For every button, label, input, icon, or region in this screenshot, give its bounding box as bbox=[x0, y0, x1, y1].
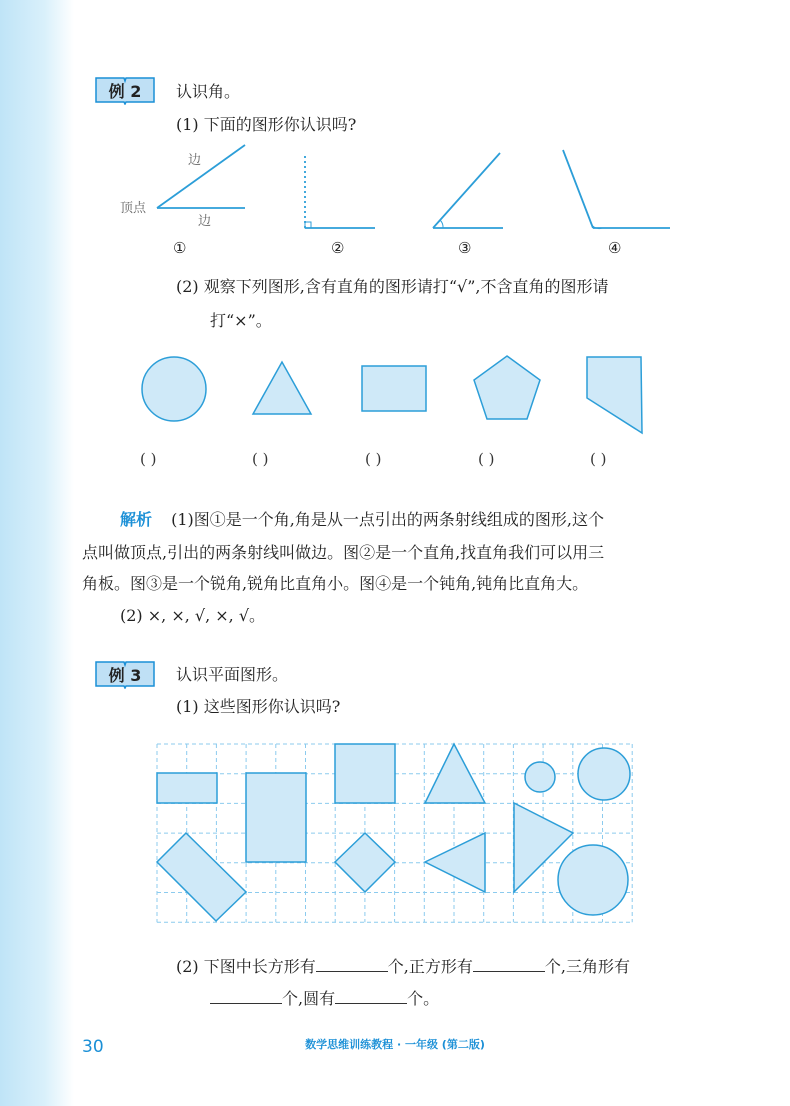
badge-label: 例 3 bbox=[108, 666, 142, 685]
triangle-count-blank[interactable] bbox=[210, 987, 282, 1004]
answer-paren-2[interactable]: ( ) bbox=[252, 450, 269, 468]
grid-circle-medium bbox=[578, 748, 630, 800]
square-count-blank[interactable] bbox=[473, 955, 545, 972]
badge-label: 例 2 bbox=[108, 82, 142, 101]
analysis-line-3: 角板。图③是一个锐角,锐角比直角小。图④是一个钝角,钝角比直角大。 bbox=[82, 574, 589, 593]
figure-number-2: ② bbox=[331, 239, 345, 257]
example-2-question-2-line-1: (2) 观察下列图形,含有直角的图形请打“√”,不含直角的图形请 bbox=[176, 277, 609, 296]
example-3-title: 认识平面图形。 bbox=[176, 665, 289, 684]
q2-text-a: (2) 下图中长方形有 bbox=[176, 957, 316, 976]
answer-paren-4[interactable]: ( ) bbox=[478, 450, 495, 468]
figure-number-1: ① bbox=[173, 239, 187, 257]
label-vertex: 顶点 bbox=[120, 201, 147, 216]
rectangle-count-blank[interactable] bbox=[316, 955, 388, 972]
label-edge-upper: 边 bbox=[188, 153, 202, 168]
figure-number-3: ③ bbox=[458, 239, 472, 257]
example-3-question-1: (1) 这些图形你认识吗? bbox=[176, 697, 341, 716]
grid-rectangle-small bbox=[157, 773, 217, 803]
analysis-text-1: (1)图①是一个角,角是从一点引出的两条射线组成的图形,这个 bbox=[171, 510, 604, 529]
page-number: 30 bbox=[82, 1037, 104, 1057]
q2-text-e: 个。 bbox=[407, 989, 440, 1008]
example-2-question-2-line-2: 打“×”。 bbox=[210, 311, 272, 330]
figure-number-4: ④ bbox=[608, 239, 622, 257]
q2-text-b: 个,正方形有 bbox=[387, 957, 473, 976]
grid-triangle-left bbox=[425, 833, 485, 892]
circle-count-blank[interactable] bbox=[335, 987, 407, 1004]
example-2-question-1: (1) 下面的图形你认识吗? bbox=[176, 115, 357, 134]
q2-text-c: 个,三角形有 bbox=[544, 957, 630, 976]
answer-paren-3[interactable]: ( ) bbox=[365, 450, 382, 468]
grid-circle-small bbox=[525, 762, 555, 792]
grid-rectangle-rotated bbox=[157, 833, 246, 921]
answer-paren-5[interactable]: ( ) bbox=[590, 450, 607, 468]
grid-square bbox=[335, 744, 395, 803]
book-title: 数学思维训练教程 · 一年级 (第二版) bbox=[305, 1038, 485, 1051]
grid-circle-large bbox=[558, 845, 628, 915]
grid-rectangle-tall bbox=[246, 773, 306, 862]
example-3-question-2-line-2 bbox=[210, 987, 439, 1009]
label-edge-lower: 边 bbox=[198, 214, 212, 229]
example-2-title: 认识角。 bbox=[176, 82, 241, 101]
q2-text-d: 个,圆有 bbox=[282, 989, 336, 1008]
analysis-label: 解析 bbox=[120, 510, 153, 529]
example-3-question-2-line-1 bbox=[176, 955, 630, 977]
analysis-line-4: (2) ×, ×, √, ×, √。 bbox=[120, 606, 266, 625]
answer-paren-1[interactable]: ( ) bbox=[140, 450, 157, 468]
analysis-line-2: 点叫做顶点,引出的两条射线叫做边。图②是一个直角,找直角我们可以用三 bbox=[82, 543, 605, 562]
grid-square-rotated bbox=[335, 833, 395, 892]
